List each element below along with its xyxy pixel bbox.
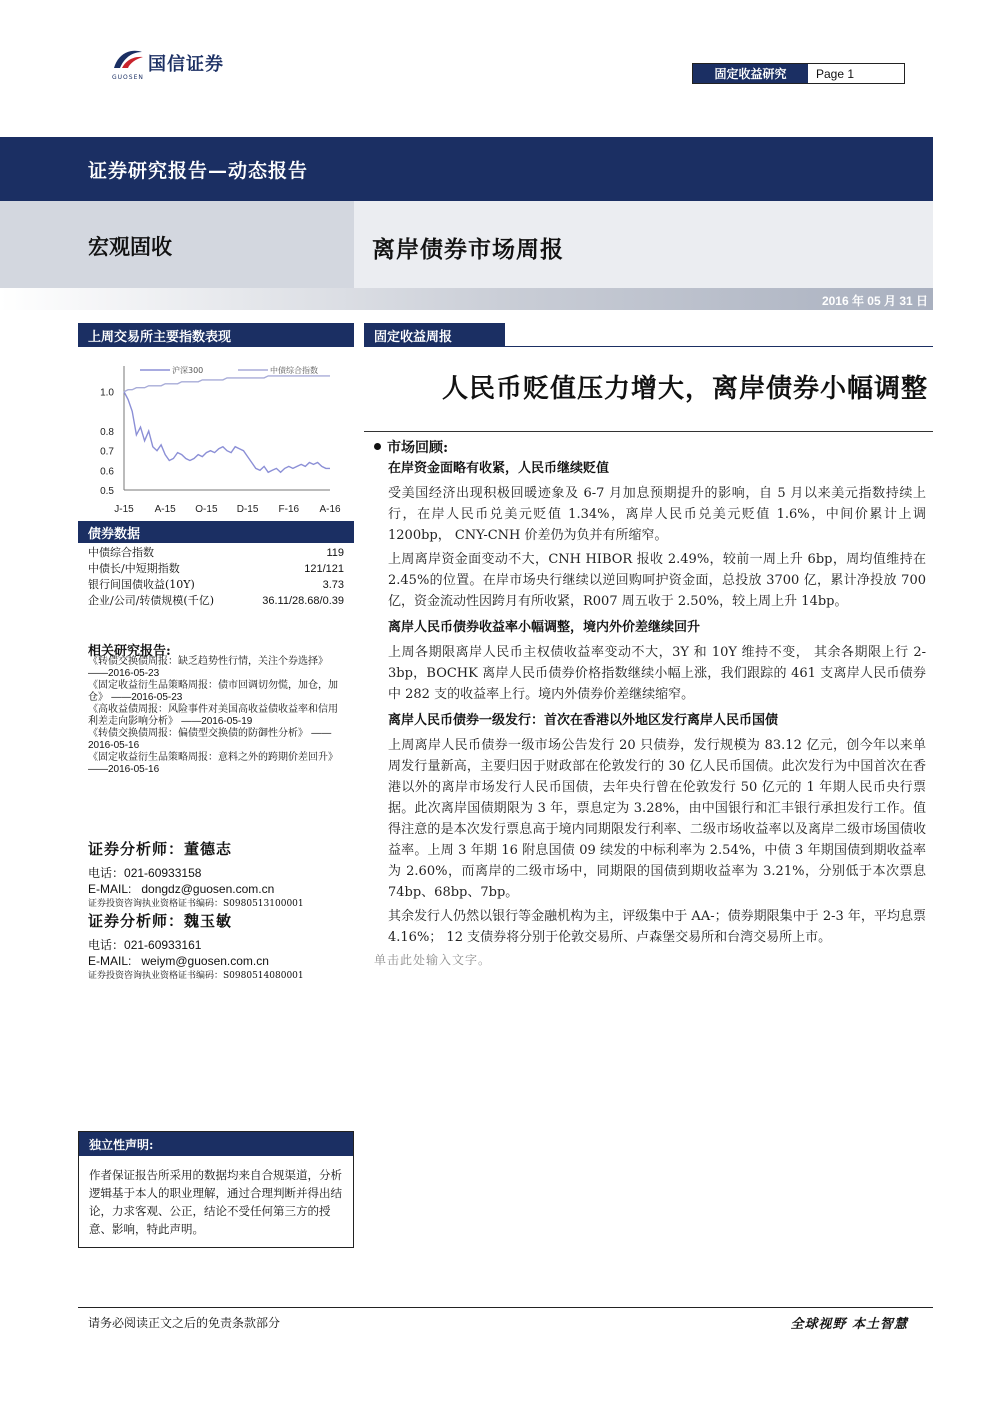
page-number: Page 1 <box>816 66 855 81</box>
phone-number: 021-60933161 <box>124 938 202 952</box>
bond-data-label: 中债长/中短期指数 <box>88 562 180 575</box>
related-report-date: ——2016-05-23 <box>88 668 160 679</box>
related-report-title: 《固定收益衍生品策略周报：债市回调切勿慌，加仓，加仓》 <box>88 680 338 703</box>
report-category: 宏观固收 <box>88 234 172 259</box>
chart-axes <box>124 366 330 490</box>
related-report-date: ——2016-05-23 <box>111 692 183 703</box>
independence-heading: 独立性声明: <box>79 1132 353 1156</box>
series-line <box>124 376 330 392</box>
bond-data-label: 中债综合指数 <box>88 546 154 559</box>
body-paragraph: 上周离岸资金面变动不大，CNH HIBOR 报收 2.49%，较前一周上升 6bp，周均值维持在 2.45%的位置。在岸市场央行继续以逆回购呵护资金面，总投放 3700 亿，累计净投放 700 亿，资金流动性因跨月有所收紧，R007 周五收于 2.50%，较上周上升 14bp。 <box>388 552 926 609</box>
bond-data-heading: 债券数据 <box>78 521 354 543</box>
email-address[interactable]: weiym@guosen.com.cn <box>141 954 269 968</box>
analyst-phone <box>88 865 348 881</box>
related-report-date: ——2016-05-16 <box>88 764 160 775</box>
analyst-email <box>88 881 348 897</box>
legend-label: 中债综合指数 <box>270 366 318 375</box>
analyst-phone <box>88 937 348 953</box>
bond-data-row <box>88 577 344 593</box>
text-placeholder[interactable]: 单击此处输入文字。 <box>374 953 492 967</box>
y-tick-label: 0.5 <box>100 486 114 497</box>
email-label: E-MAIL: <box>88 882 132 896</box>
guosen-logo-icon <box>110 46 146 76</box>
related-report-title: 《高收益债周报：风险事件对美国高收益债收益率和信用利差走向影响分析》 <box>88 704 338 727</box>
related-report-title: 《转债交换债周报：偏债型交换债的防御性分析》 <box>88 728 308 739</box>
section-subheading: 离岸人民币债券收益率小幅调整，境内外价差继续回升 <box>388 620 701 635</box>
chart-legend <box>140 365 318 375</box>
body-paragraph: 其余发行人仍然以银行等金融机构为主，评级集中于 AA-；债券期限集中于 2-3 年，平均息票 4.16%； 12 支债券将分别于伦敦交易所、卢森堡交易所和台湾交易所上市。 <box>388 909 926 945</box>
analyst-name: 证券分析师：魏玉敏 <box>88 912 233 930</box>
chart-y-ticks <box>100 388 114 497</box>
body-paragraph: 受美国经济出现积极回暖迹象及 6-7 月加息预期提升的影响，自 5 月以来美元指数持续上行，在岸人民币兑美元贬值 1.34%，离岸人民币兑美元贬值 1.6%，中间价累计上调 1200bp， CNY-CNH 价差仍为负并有所缩窄。 <box>388 486 926 543</box>
market-review-heading <box>374 437 926 459</box>
header-tag-box <box>692 63 905 84</box>
market-review-section <box>374 437 926 968</box>
related-research-list <box>88 656 338 776</box>
email-label: E-MAIL: <box>88 954 132 968</box>
analyst-name: 证券分析师：董德志 <box>88 840 233 858</box>
bond-data-value: 121/121 <box>304 563 344 575</box>
independence-text: 作者保证报告所采用的数据均来自合规渠道，分析逻辑基于本人的职业理解，通过合理判断并得出结论，力求客观、公正，结论不受任何第三方的授意、影响，特此声明。 <box>89 1168 342 1236</box>
analyst-email <box>88 953 348 969</box>
footer-divider <box>78 1307 933 1308</box>
phone-label: 电话： <box>88 938 125 952</box>
report-title: 离岸债券市场周报 <box>372 236 564 263</box>
y-tick-label: 1.0 <box>100 387 114 399</box>
bond-data-label: 银行间国债收益(10Y) <box>88 578 195 591</box>
related-report[interactable] <box>88 704 338 728</box>
headline-divider <box>364 431 933 432</box>
bond-data-label: 企业/公司/转债规模(千亿) <box>88 594 214 607</box>
email-address[interactable]: dongdz@guosen.com.cn <box>141 882 275 896</box>
logo-chinese-name: 国信证券 <box>148 54 224 75</box>
bond-data-value: 3.73 <box>322 579 344 591</box>
section-tag: 固定收益研究 <box>693 64 808 83</box>
section-subheading: 在岸资金面略有收紧，人民币继续贬值 <box>388 461 610 476</box>
x-tick-label: A-15 <box>154 504 176 515</box>
x-tick-label: O-15 <box>195 504 218 515</box>
bond-data-value: 119 <box>326 547 344 559</box>
bond-data-table <box>88 545 344 609</box>
report-type: 证券研究报告—动态报告 <box>88 160 309 182</box>
y-tick-label: 0.6 <box>100 466 114 478</box>
legend-label: 沪深300 <box>172 366 204 375</box>
y-tick-label: 0.8 <box>100 427 114 438</box>
chart-x-ticks <box>114 504 341 515</box>
analyst-card <box>88 838 348 911</box>
related-report[interactable] <box>88 656 338 680</box>
body-paragraph: 上周离岸人民币债券一级市场公告发行 20 只债券，发行规模为 83.12 亿元，创今年以来单周发行量新高，主要归因于财政部在伦敦发行的 30 亿人民币国债。此次发行为中国首次在香港以外的离岸市场发行人民币国债，去年央行曾在伦敦发行 50 亿元的 1 年期人民币央行票据。此次离岸国债期限为 3 年，票息定为 3.28%，由中国银行和汇丰银行承担发行工作。值得注意的是本次发行票息高于境内同期限发行利率、二级市场收益率以及离岸二级市场国债收益率。上周 3 年期 16 附息国债 09 续发的中标利率为 2.54%，中债 3 年期国债到期收益率为 2.60%，而离岸的二级市场中，同期限的国债到期收益率为 3.21%，分别低于本次票息 74bp、68bp、7bp。 <box>388 738 926 900</box>
logo-english-name: GUOSEN <box>112 74 144 81</box>
related-report-title: 《转债交换债周报：缺乏趋势性行情，关注个券选择》 <box>88 656 328 667</box>
independence-statement-box <box>78 1131 354 1248</box>
certificate-label: 证券投资咨询执业资格证书编码： <box>88 971 224 981</box>
market-performance-heading: 上周交易所主要指数表现 <box>78 323 354 347</box>
phone-label: 电话： <box>88 866 125 880</box>
chart-lines <box>124 376 330 472</box>
bond-data-value: 36.11/28.68/0.39 <box>262 595 344 607</box>
bullet-icon <box>374 443 381 450</box>
y-tick-label: 0.7 <box>100 446 114 458</box>
certificate-number: S0980513100001 <box>223 899 304 909</box>
phone-number: 021-60933158 <box>124 866 202 880</box>
section-subheading: 离岸人民币债券一级发行：首次在香港以外地区发行离岸人民币国债 <box>388 713 779 728</box>
related-report-title: 《固定收益衍生品策略周报：意料之外的跨期价差回升》 <box>88 752 338 763</box>
report-date: 2016 年 05 月 31 日 <box>821 294 928 308</box>
market-review-heading-text: 市场回顾: <box>387 440 449 456</box>
index-performance-chart <box>78 350 354 520</box>
bond-data-row <box>88 593 344 609</box>
related-report-date: ——2016-05-19 <box>181 716 253 727</box>
analyst-certificate <box>88 897 348 911</box>
analyst-certificate <box>88 969 348 983</box>
tag-underline <box>505 346 933 347</box>
analyst-card <box>88 910 348 983</box>
body-paragraph: 上周各期限离岸人民币主权债收益率变动不大，3Y 和 10Y 维持不变， 其余各期限上行 2-3bp，BOCHK 离岸人民币债券价格指数继续小幅上涨，我们跟踪的 461 支离岸人民币债券中 282 支的收益率上行。境内外债券价差继续缩窄。 <box>388 645 926 702</box>
x-tick-label: D-15 <box>236 504 259 515</box>
guosen-logo <box>110 46 260 82</box>
bond-data-row <box>88 545 344 561</box>
related-report-date: ——2016-05-16 <box>88 728 332 751</box>
x-tick-label: F-16 <box>278 504 300 515</box>
weekly-tag: 固定收益周报 <box>364 323 505 347</box>
related-report[interactable] <box>88 680 338 704</box>
certificate-label: 证券投资咨询执业资格证书编码： <box>88 899 224 909</box>
related-report[interactable] <box>88 752 338 776</box>
x-tick-label: A-16 <box>319 504 341 515</box>
series-line <box>124 392 330 473</box>
category-panel <box>0 201 354 288</box>
certificate-number: S0980514080001 <box>223 971 304 981</box>
related-report[interactable] <box>88 728 338 752</box>
bond-data-row <box>88 561 344 577</box>
footer-slogan: 全球视野 本土智慧 <box>790 1317 908 1332</box>
x-tick-label: J-15 <box>114 504 134 515</box>
related-research-heading: 相关研究报告: <box>88 644 171 659</box>
headline: 人民币贬值压力增大，离岸债券小幅调整 <box>441 374 928 404</box>
disclaimer-note: 请务必阅读正文之后的免责条款部分 <box>88 1316 281 1330</box>
